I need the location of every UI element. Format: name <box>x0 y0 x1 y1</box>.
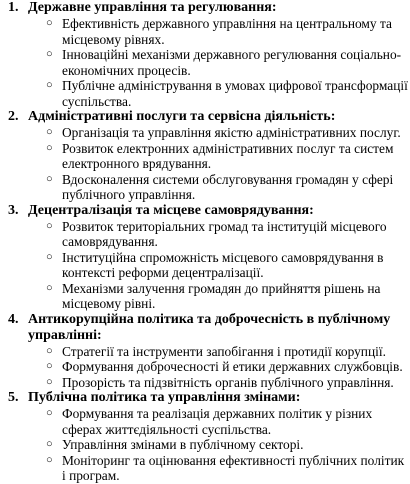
bullet-icon: ○ <box>46 48 53 60</box>
section-heading <box>0 0 410 16</box>
list-item-text: Організація та управління якістю адміністративних послуг. <box>62 125 401 140</box>
bullet-icon: ○ <box>46 172 53 185</box>
section-title: Антикорупційна політика та доброчесність в публічному управлінні: <box>28 311 391 343</box>
list-item-text: Розвиток електронних адміністративних послуг та систем електронного врядування. <box>62 140 394 171</box>
list-item <box>0 47 410 78</box>
bullet-list <box>0 344 410 391</box>
section-heading <box>0 203 410 219</box>
list-item <box>0 281 410 312</box>
bullet-icon: ○ <box>46 453 53 466</box>
list-item-text: Вдосконалення системи обслуговування громадян у сфері публічного управління. <box>62 171 394 202</box>
section-heading <box>0 109 410 125</box>
section-3 <box>0 203 410 312</box>
section-number: 2. <box>8 109 19 124</box>
list-item <box>0 406 410 437</box>
list-item <box>0 344 410 360</box>
list-item <box>0 78 410 109</box>
bullet-list <box>0 219 410 312</box>
list-item-text: Публічне адміністрування в умовах цифрової трансформації суспільства. <box>62 78 408 109</box>
section-title: Адміністративні послуги та сервісна діяльність: <box>28 109 336 124</box>
list-item-text: Розвиток територіальних громад та інституцій місцевого самоврядування. <box>62 218 387 249</box>
list-item-text: Управління змінами в публічному секторі. <box>62 437 304 452</box>
bullet-icon: ○ <box>46 407 53 419</box>
section-number: 1. <box>8 0 19 15</box>
section-heading <box>0 390 410 406</box>
list-item-text: Прозорість та підзвітність органів публічного управління. <box>62 374 394 390</box>
section-heading <box>0 312 410 344</box>
list-item <box>0 359 410 375</box>
bullet-list <box>0 16 410 109</box>
section-5 <box>0 390 410 484</box>
list-item-text: Стратегії та інструменти запобігання і протидії корупції. <box>62 343 386 359</box>
list-item <box>0 375 410 391</box>
bullet-icon: ○ <box>46 360 53 372</box>
list-item-text: Ефективність державного управління на центральному та місцевому рівнях. <box>62 16 392 47</box>
bullet-list <box>0 406 410 484</box>
list-item <box>0 219 410 250</box>
bullet-icon: ○ <box>46 281 53 294</box>
bullet-icon: ○ <box>46 126 53 138</box>
list-item <box>0 141 410 172</box>
section-2 <box>0 109 410 203</box>
list-item <box>0 172 410 203</box>
list-item-text: Формування та реалізація державних політик у різних сферах життєдіяльності суспільства. <box>62 406 373 437</box>
list-item <box>0 250 410 281</box>
list-item <box>0 16 410 47</box>
list-item-text: Інституційна спроможність місцевого самоврядування в контексті реформи децентралізації. <box>62 249 384 280</box>
bullet-icon: ○ <box>46 17 53 29</box>
section-1 <box>0 0 410 109</box>
section-number: 3. <box>8 202 19 218</box>
section-number: 5. <box>8 390 19 405</box>
bullet-icon: ○ <box>46 141 53 154</box>
list-item <box>0 125 410 141</box>
bullet-icon: ○ <box>46 375 53 388</box>
section-number: 4. <box>8 311 19 327</box>
list-item-text: Моніторинг та оцінювання ефективності публічних політик і програм. <box>62 452 405 483</box>
list-item-text: Інноваційні механізми державного регулювання соціально-економічних процесів. <box>62 47 402 78</box>
bullet-icon: ○ <box>46 344 53 357</box>
bullet-icon: ○ <box>46 250 53 263</box>
bullet-list <box>0 125 410 203</box>
list-item-text: Формування доброчесності й етики державних службовців. <box>62 359 403 374</box>
section-title: Публічна політика та управління змінами: <box>28 390 301 405</box>
list-item <box>0 437 410 453</box>
bullet-icon: ○ <box>46 438 53 450</box>
section-title: Децентралізація та місцеве самоврядування: <box>28 202 314 218</box>
list-item-text: Механізми залучення громадян до прийняття рішень на місцевому рівні. <box>62 280 381 311</box>
bullet-icon: ○ <box>46 219 53 232</box>
list-item <box>0 453 410 484</box>
section-4 <box>0 312 410 391</box>
bullet-icon: ○ <box>46 79 53 91</box>
section-title: Державне управління та регулювання: <box>28 0 277 15</box>
